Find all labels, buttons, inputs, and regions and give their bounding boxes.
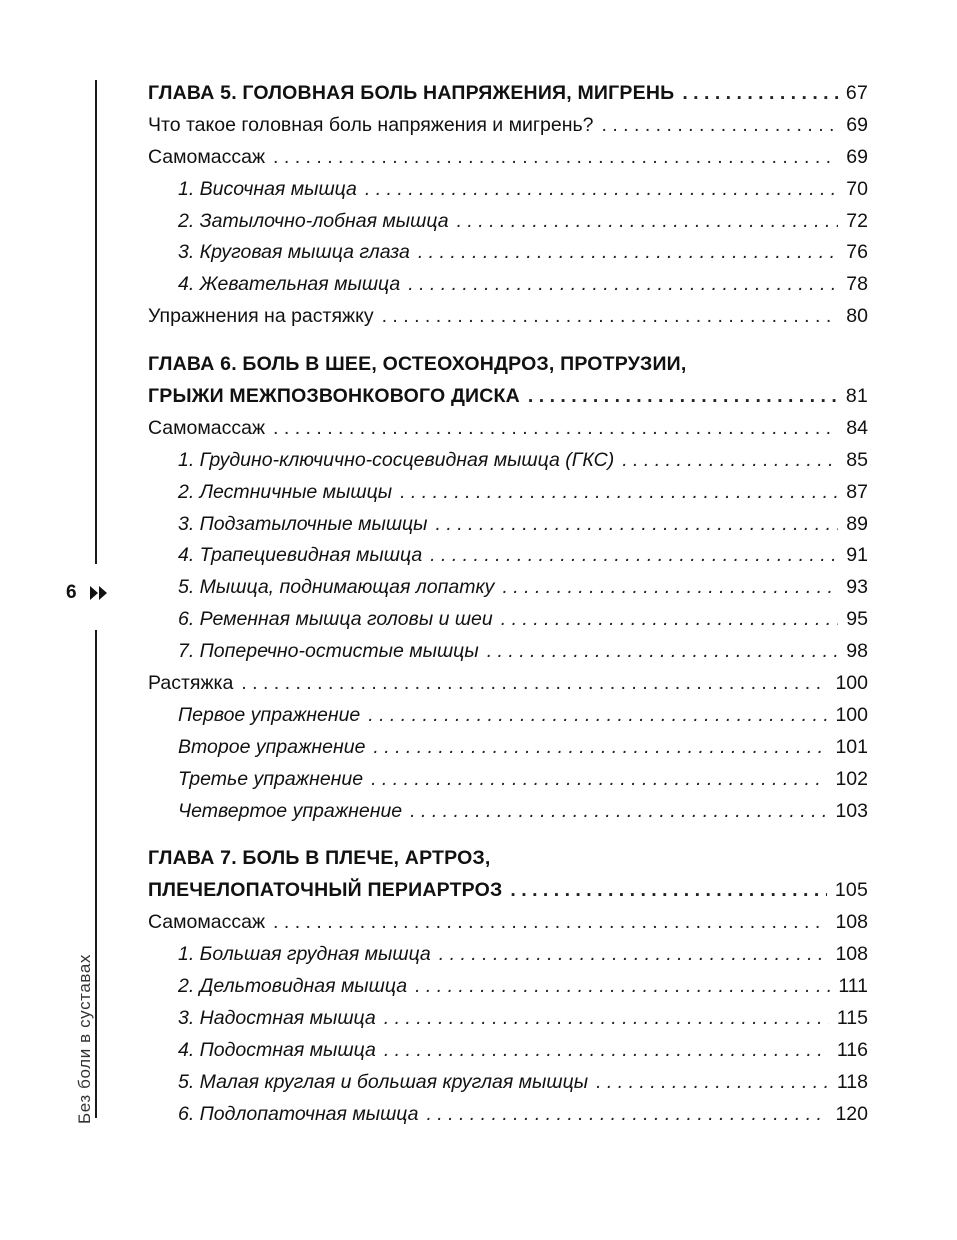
toc-entry-label: 3. Подзатылочные мышцы <box>178 512 428 535</box>
toc-entry-page: 100 <box>835 672 868 695</box>
toc-entry-page: 78 <box>846 273 868 296</box>
toc-entry-page: 72 <box>846 209 868 232</box>
toc-subentry[interactable] <box>148 636 868 668</box>
toc-entry-label: 7. Поперечно-остистые мышцы <box>178 640 479 663</box>
toc-entry-label: ПЛЕЧЕЛОПАТОЧНЫЙ ПЕРИАРТРОЗ <box>148 879 503 902</box>
toc-entry-label: ГЛАВА 6. БОЛЬ В ШЕЕ, ОСТЕОХОНДРОЗ, ПРОТРУЗИИ, <box>148 353 687 376</box>
toc-section[interactable] <box>148 142 868 174</box>
toc-entry-label: Третье упражнение <box>178 767 364 790</box>
dot-leader <box>596 1067 829 1099</box>
running-head: Без боли в суставах <box>75 953 94 1124</box>
toc-subentry[interactable] <box>148 1067 868 1099</box>
toc-subentry[interactable] <box>148 509 868 541</box>
toc-entry-page: 76 <box>846 241 868 264</box>
toc-entry-page: 87 <box>846 480 868 503</box>
toc-entry-label: 3. Надостная мышца <box>178 1006 376 1029</box>
toc-entry-page: 108 <box>835 943 868 966</box>
toc-subentry[interactable] <box>148 572 868 604</box>
toc-entry-label: Самомассаж <box>148 145 266 168</box>
toc-entry-label: Самомассаж <box>148 911 266 934</box>
toc-subentry[interactable] <box>148 206 868 238</box>
toc-subentry[interactable] <box>148 445 868 477</box>
toc-subentry[interactable] <box>148 700 868 732</box>
dot-leader <box>273 142 838 174</box>
toc-entry-page: 120 <box>835 1102 868 1125</box>
toc-entry-label: 6. Ременная мышца головы и шеи <box>178 608 493 631</box>
dot-leader <box>682 78 838 110</box>
toc-entry-page: 95 <box>846 608 868 631</box>
table-of-contents <box>148 78 868 1131</box>
dot-leader <box>373 732 827 764</box>
toc-section[interactable] <box>148 668 868 700</box>
toc-spacer <box>148 333 868 349</box>
toc-subentry[interactable] <box>148 796 868 828</box>
dot-leader <box>502 572 838 604</box>
toc-section[interactable] <box>148 907 868 939</box>
toc-entry-label: 4. Жевательная мышца <box>178 273 401 296</box>
toc-entry-page: 108 <box>835 911 868 934</box>
toc-section[interactable] <box>148 301 868 333</box>
toc-entry-label: Самомассаж <box>148 416 266 439</box>
toc-entry-page: 81 <box>845 385 868 408</box>
dot-leader <box>487 636 839 668</box>
toc-subentry[interactable] <box>148 237 868 269</box>
dot-leader <box>241 668 827 700</box>
toc-entry-label: Что такое головная боль напряжения и мигрень? <box>148 113 594 136</box>
toc-entry-label: ГРЫЖИ МЕЖПОЗВОНКОВОГО ДИСКА <box>148 385 520 408</box>
dot-leader <box>384 1035 829 1067</box>
toc-entry-label: 1. Грудино-ключично-сосцевидная мышца (ГКС) <box>178 448 615 471</box>
dot-leader <box>457 206 839 238</box>
margin-rule-bottom <box>95 630 97 1118</box>
toc-entry-page: 118 <box>836 1070 868 1093</box>
toc-entry-label: 2. Лестничные мышцы <box>178 480 393 503</box>
toc-entry-label: 4. Трапециевидная мышца <box>178 544 423 567</box>
toc-subentry[interactable] <box>148 604 868 636</box>
toc-entry-label: 1. Большая грудная мышца <box>178 943 431 966</box>
toc-subentry[interactable] <box>148 1035 868 1067</box>
toc-entry-page: 67 <box>845 82 868 104</box>
toc-subentry[interactable] <box>148 269 868 301</box>
toc-chapter[interactable] <box>148 381 868 413</box>
dot-leader <box>408 269 838 301</box>
toc-entry-label: 6. Подлопаточная мышца <box>178 1102 419 1125</box>
dot-leader <box>368 700 827 732</box>
toc-subentry[interactable] <box>148 1003 868 1035</box>
toc-chapter[interactable] <box>148 875 868 907</box>
dot-leader <box>622 445 838 477</box>
page-number: 6 <box>66 582 77 603</box>
toc-spacer <box>148 827 868 843</box>
toc-entry-label: 2. Затылочно-лобная мышца <box>178 209 449 232</box>
dot-leader <box>273 907 827 939</box>
toc-subentry[interactable] <box>148 764 868 796</box>
toc-subentry[interactable] <box>148 939 868 971</box>
toc-section[interactable] <box>148 413 868 445</box>
toc-entry-page: 70 <box>846 177 868 200</box>
dot-leader <box>371 764 827 796</box>
dot-leader <box>436 509 839 541</box>
toc-entry-label: ГЛАВА 7. БОЛЬ В ПЛЕЧЕ, АРТРОЗ, <box>148 847 491 870</box>
toc-entry-page: 80 <box>846 305 868 328</box>
dot-leader <box>528 381 838 413</box>
toc-subentry[interactable] <box>148 174 868 206</box>
toc-chapter[interactable] <box>148 349 868 381</box>
toc-entry-page: 115 <box>836 1006 868 1029</box>
dot-leader <box>501 604 839 636</box>
toc-entry-page: 91 <box>846 544 868 567</box>
dot-leader <box>384 1003 829 1035</box>
toc-entry-label: 5. Мышца, поднимающая лопатку <box>178 576 495 599</box>
toc-entry-page: 89 <box>846 512 868 535</box>
toc-entry-page: 93 <box>846 576 868 599</box>
dot-leader <box>400 477 838 509</box>
dot-leader <box>430 540 838 572</box>
dot-leader <box>415 971 830 1003</box>
toc-subentry[interactable] <box>148 477 868 509</box>
double-arrow-icon <box>90 585 110 601</box>
toc-entry-page: 103 <box>835 799 868 822</box>
toc-entry-label: 1. Височная мышца <box>178 177 357 200</box>
dot-leader <box>273 413 838 445</box>
dot-leader <box>426 1099 827 1131</box>
dot-leader <box>510 875 826 907</box>
toc-entry-label: 3. Круговая мышца глаза <box>178 241 410 264</box>
toc-entry-label: Первое упражнение <box>178 703 361 726</box>
dot-leader <box>382 301 839 333</box>
toc-entry-page: 102 <box>835 767 868 790</box>
toc-entry-page: 101 <box>835 735 868 758</box>
toc-subentry[interactable] <box>148 1099 868 1131</box>
toc-entry-label: Второе упражнение <box>178 735 366 758</box>
toc-subentry[interactable] <box>148 971 868 1003</box>
toc-entry-page: 111 <box>838 975 868 998</box>
toc-chapter[interactable] <box>148 78 868 110</box>
toc-subentry[interactable] <box>148 540 868 572</box>
dot-leader <box>410 796 827 828</box>
toc-chapter[interactable] <box>148 843 868 875</box>
dot-leader <box>439 939 828 971</box>
toc-section[interactable] <box>148 110 868 142</box>
toc-entry-label: 2. Дельтовидная мышца <box>178 975 408 998</box>
toc-entry-page: 85 <box>846 448 868 471</box>
toc-entry-label: Растяжка <box>148 672 234 695</box>
toc-entry-label: 4. Подостная мышца <box>178 1038 376 1061</box>
toc-entry-page: 98 <box>846 640 868 663</box>
toc-entry-page: 69 <box>846 145 868 168</box>
toc-entry-label: Четвертое упражнение <box>178 799 403 822</box>
toc-subentry[interactable] <box>148 732 868 764</box>
dot-leader <box>418 237 838 269</box>
toc-entry-page: 69 <box>846 113 868 136</box>
toc-entry-page: 84 <box>846 416 868 439</box>
toc-entry-label: 5. Малая круглая и большая круглая мышцы <box>178 1070 589 1093</box>
toc-entry-page: 100 <box>835 703 868 726</box>
toc-entry-label: ГЛАВА 5. ГОЛОВНАЯ БОЛЬ НАПРЯЖЕНИЯ, МИГРЕНЬ <box>148 82 675 104</box>
toc-entry-page: 105 <box>834 879 868 902</box>
toc-entry-label: Упражнения на растяжку <box>148 305 374 328</box>
dot-leader <box>602 110 839 142</box>
toc-entry-page: 116 <box>836 1038 868 1061</box>
margin-rule-top <box>95 80 97 564</box>
dot-leader <box>365 174 838 206</box>
